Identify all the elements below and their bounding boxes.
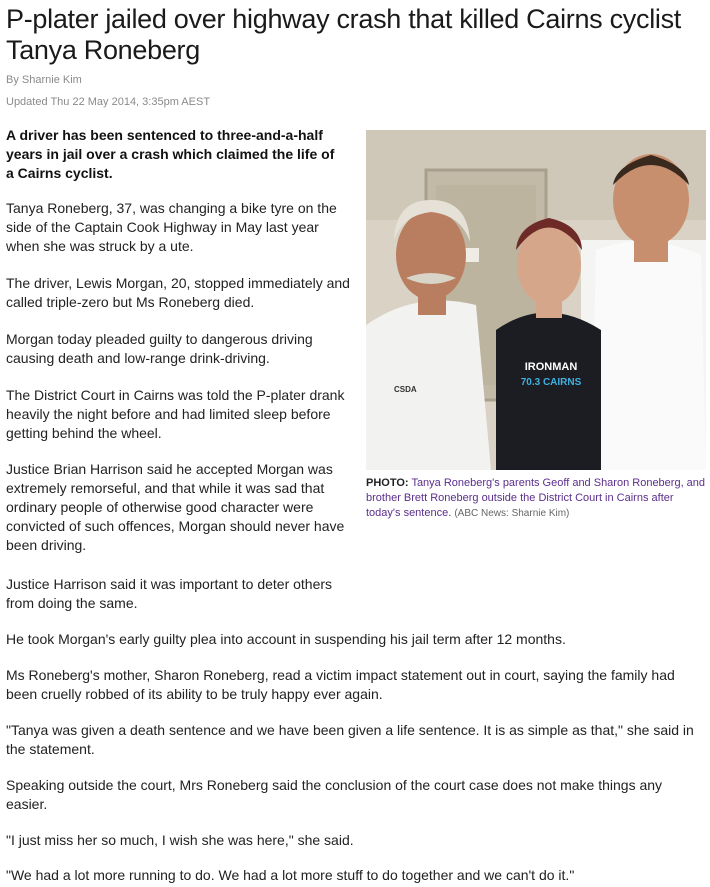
paragraph-8: Ms Roneberg's mother, Sharon Roneberg, read a victim impact statement out in court, saying the family had been cruelly robbed of its ability to be truly happy ever again. <box>6 667 675 702</box>
shirt-badge-text: CSDA <box>394 385 417 394</box>
paragraph-11: "I just miss her so much, I wish she was here," she said. <box>6 832 354 848</box>
photo-caption <box>366 476 706 521</box>
paragraph-7: He took Morgan's early guilty plea into account in suspending his jail term after 12 months. <box>6 631 566 647</box>
shirt-brand-text: IRONMAN <box>524 361 578 373</box>
updated-timestamp: Updated Thu 22 May 2014, 3:35pm AEST <box>6 96 211 108</box>
byline: By Sharnie Kim <box>6 74 82 86</box>
paragraph-5: Justice Brian Harrison said he accepted Morgan was extremely remorseful, and that while it was sad that ordinary people of otherwise good character were convicted of such offences, Morgan should never have been driving. <box>6 461 345 553</box>
article-figure <box>366 130 706 521</box>
article-headline: P-plater jailed over highway crash that killed Cairns cyclist Tanya Roneberg <box>6 4 681 65</box>
paragraph-12: "We had a lot more running to do. We had a lot more stuff to do together and we can't do it." <box>6 867 575 883</box>
article-lead: A driver has been sentenced to three-and-a-half years in jail over a crash which claimed the life of a Cairns cyclist. <box>6 127 335 181</box>
shirt-event-text: 70.3 CAIRNS <box>520 377 582 388</box>
paragraph-9: "Tanya was given a death sentence and we have been given a life sentence. It is as simple as that," she said in the statement. <box>6 722 694 757</box>
paragraph-10: Speaking outside the court, Mrs Roneberg said the conclusion of the court case does not make things any easier. <box>6 777 663 812</box>
paragraph-2: The driver, Lewis Morgan, 20, stopped immediately and called triple-zero but Ms Roneberg died. <box>6 275 350 310</box>
family-photo[interactable] <box>366 130 706 470</box>
caption-credit: (ABC News: Sharnie Kim) <box>454 508 570 519</box>
caption-text: Tanya Roneberg's parents Geoff and Sharon Roneberg, and brother Brett Roneberg outside the District Court in Cairns after today's sentence. <box>366 477 706 519</box>
caption-label: PHOTO: <box>366 477 409 489</box>
paragraph-6: Justice Harrison said it was important to deter others from doing the same. <box>6 576 333 611</box>
paragraph-4: The District Court in Cairns was told the P-plater drank heavily the night before and had limited sleep before getting behind the wheel. <box>6 387 345 441</box>
paragraph-1: Tanya Roneberg, 37, was changing a bike tyre on the side of the Captain Cook Highway in May last year when she was struck by a ute. <box>6 200 337 254</box>
paragraph-3: Morgan today pleaded guilty to dangerous driving causing death and low-range drink-driving. <box>6 331 313 366</box>
